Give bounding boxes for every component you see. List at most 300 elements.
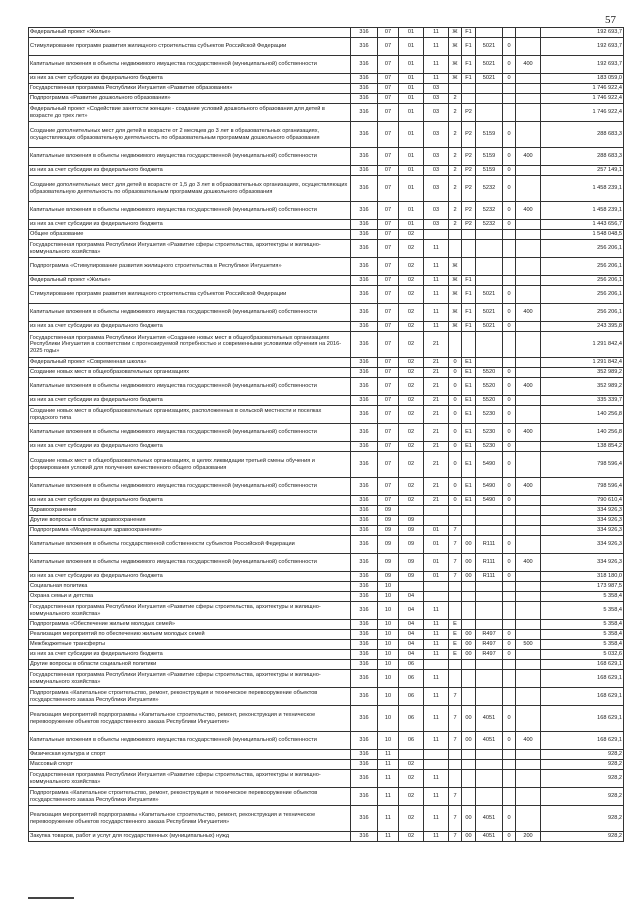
table-row [29, 688, 624, 706]
expense-type-code [516, 358, 541, 368]
ministry-code: 316 [351, 554, 378, 572]
ministry-code: 316 [351, 28, 378, 38]
code-suffix: 0 [503, 148, 516, 166]
row-amount: 1 291 842,4 [541, 358, 624, 368]
row-amount: 183 059,0 [541, 74, 624, 84]
table-row [29, 620, 624, 630]
ministry-code: 316 [351, 806, 378, 832]
ministry-code: 316 [351, 148, 378, 166]
subsection-code: 06 [399, 660, 424, 670]
project-code: P2 [462, 220, 476, 230]
code-suffix: 0 [503, 406, 516, 424]
section-code: 07 [378, 166, 399, 176]
ministry-code: 316 [351, 358, 378, 368]
project-code: 00 [462, 572, 476, 582]
table-row [29, 660, 624, 670]
ministry-code: 316 [351, 84, 378, 94]
row-name: Реализация мероприятий подпрограммы «Капитальное строительство, ремонт, реконструкция и техническое перевооружение объектов государственного заказа Республики Ингушетия» [29, 706, 351, 732]
row-name: Государственная программа Республики Ингушетия «Развитие сферы строительства, архитектуры и жилищно-коммунального хозяйства» [29, 670, 351, 688]
project-code: E1 [462, 406, 476, 424]
subprogram-code: 2 [449, 220, 462, 230]
program-code: 11 [424, 732, 449, 750]
section-code: 09 [378, 516, 399, 526]
subsection-code: 04 [399, 620, 424, 630]
table-row [29, 148, 624, 166]
expense-type-code [516, 788, 541, 806]
project-code: F1 [462, 38, 476, 56]
row-amount: 192 693,7 [541, 56, 624, 74]
project-code: E1 [462, 368, 476, 378]
subsection-code: 09 [399, 572, 424, 582]
project-code [462, 660, 476, 670]
row-amount: 335 339,7 [541, 396, 624, 406]
row-name: из них за счет субсидии из федерального бюджета [29, 442, 351, 452]
table-row [29, 406, 624, 424]
direction-code [476, 592, 503, 602]
direction-code [476, 230, 503, 240]
program-code: 11 [424, 670, 449, 688]
row-name: Охрана семьи и детства [29, 592, 351, 602]
code-suffix [503, 276, 516, 286]
row-name: Государственная программа Республики Ингушетия «Развитие сферы строительства, архитектуры и жилищно-коммунального хозяйства» [29, 240, 351, 258]
code-suffix [503, 592, 516, 602]
section-code: 07 [378, 220, 399, 230]
code-suffix [503, 660, 516, 670]
table-row [29, 770, 624, 788]
row-name: Государственная программа Республики Ингушетия «Создание новых мест в общеобразовательных организациях Республики Ингушетия в соответствии с прогнозируемой потребностью и современными условиями обучения на 2016-2025 годы» [29, 332, 351, 358]
project-code: E1 [462, 452, 476, 478]
scan-edge-mark [28, 897, 74, 899]
code-suffix: 0 [503, 166, 516, 176]
project-code [462, 688, 476, 706]
table-row [29, 166, 624, 176]
section-code: 11 [378, 770, 399, 788]
expense-type-code [516, 760, 541, 770]
table-row [29, 630, 624, 640]
table-row [29, 640, 624, 650]
row-amount: 138 854,2 [541, 442, 624, 452]
subsection-code: 01 [399, 202, 424, 220]
subsection-code: 02 [399, 442, 424, 452]
program-code: 11 [424, 630, 449, 640]
section-code: 09 [378, 506, 399, 516]
table-row [29, 220, 624, 230]
program-code: 03 [424, 202, 449, 220]
expense-type-code: 400 [516, 424, 541, 442]
code-suffix: 0 [503, 286, 516, 304]
project-code: F1 [462, 276, 476, 286]
ministry-code: 316 [351, 732, 378, 750]
subsection-code: 02 [399, 806, 424, 832]
row-name: Подпрограмма «Капитальное строительство, ремонт, реконструкция и техническое перевооружение объектов государственного заказа Республики Ингушетия» [29, 788, 351, 806]
ministry-code: 316 [351, 104, 378, 122]
row-amount: 168 629,1 [541, 660, 624, 670]
direction-code: 5230 [476, 442, 503, 452]
subsection-code: 06 [399, 706, 424, 732]
row-amount: 5 358,4 [541, 602, 624, 620]
row-name: Капитальные вложения в объекты недвижимого имущества государственной (муниципальной) собственности [29, 424, 351, 442]
section-code: 09 [378, 572, 399, 582]
code-suffix: 0 [503, 496, 516, 506]
row-name: Создание новых мест в общеобразовательных организациях [29, 368, 351, 378]
direction-code: 5021 [476, 322, 503, 332]
subprogram-code: Ж [449, 286, 462, 304]
row-name: Стимулирование программ развития жилищного строительства субъектов Российской Федерации [29, 38, 351, 56]
subsection-code: 04 [399, 592, 424, 602]
code-suffix [503, 94, 516, 104]
ministry-code: 316 [351, 496, 378, 506]
table-row [29, 670, 624, 688]
section-code: 07 [378, 322, 399, 332]
program-code: 21 [424, 368, 449, 378]
subprogram-code [449, 660, 462, 670]
subsection-code: 02 [399, 276, 424, 286]
section-code: 07 [378, 368, 399, 378]
subsection-code: 01 [399, 28, 424, 38]
table-row [29, 84, 624, 94]
direction-code: 5232 [476, 202, 503, 220]
expense-type-code [516, 516, 541, 526]
expense-type-code [516, 630, 541, 640]
table-row [29, 122, 624, 148]
subprogram-code [449, 332, 462, 358]
expense-type-code [516, 28, 541, 38]
subprogram-code [449, 592, 462, 602]
program-code: 11 [424, 650, 449, 660]
code-suffix: 0 [503, 424, 516, 442]
table-row [29, 806, 624, 832]
subprogram-code: 7 [449, 832, 462, 842]
direction-code [476, 770, 503, 788]
table-row [29, 750, 624, 760]
row-amount: 334 926,3 [541, 554, 624, 572]
expense-type-code [516, 276, 541, 286]
table-row [29, 706, 624, 732]
program-code: 11 [424, 286, 449, 304]
row-name: Подпрограмма «Капитальное строительство, ремонт, реконструкция и техническое перевооружение объектов государственного заказа Республики Ингушетия» [29, 688, 351, 706]
code-suffix: 0 [503, 832, 516, 842]
section-code: 10 [378, 670, 399, 688]
project-code [462, 620, 476, 630]
expense-type-code [516, 240, 541, 258]
subsection-code: 01 [399, 220, 424, 230]
project-code [462, 258, 476, 276]
program-code [424, 506, 449, 516]
expense-type-code: 200 [516, 832, 541, 842]
project-code [462, 94, 476, 104]
project-code [462, 760, 476, 770]
expense-type-code [516, 406, 541, 424]
table-row [29, 526, 624, 536]
table-row [29, 396, 624, 406]
row-name: Создание дополнительных мест для детей в возрасте от 1,5 до 3 лет в образовательных организациях, осуществляющих образовательную деятельность по образовательным программам дошкольного образования [29, 176, 351, 202]
ministry-code: 316 [351, 770, 378, 788]
expense-type-code [516, 94, 541, 104]
subprogram-code: 2 [449, 104, 462, 122]
project-code [462, 230, 476, 240]
program-code: 21 [424, 442, 449, 452]
subprogram-code [449, 230, 462, 240]
table-row [29, 94, 624, 104]
row-name: из них за счет субсидии из федерального бюджета [29, 220, 351, 230]
expense-type-code [516, 496, 541, 506]
code-suffix [503, 104, 516, 122]
direction-code: 5232 [476, 220, 503, 230]
row-amount: 168 629,1 [541, 732, 624, 750]
row-amount: 1 548 048,5 [541, 230, 624, 240]
ministry-code: 316 [351, 536, 378, 554]
row-name: Другие вопросы в области здравоохранения [29, 516, 351, 526]
program-code: 03 [424, 104, 449, 122]
table-row [29, 452, 624, 478]
program-code [424, 230, 449, 240]
row-name: Федеральный проект «Современная школа» [29, 358, 351, 368]
row-name: Социальная политика [29, 582, 351, 592]
table-row [29, 258, 624, 276]
project-code: P2 [462, 176, 476, 202]
expense-type-code [516, 230, 541, 240]
table-row [29, 358, 624, 368]
code-suffix [503, 258, 516, 276]
row-name: Федеральный проект «Жилье» [29, 276, 351, 286]
table-row [29, 760, 624, 770]
program-code: 21 [424, 496, 449, 506]
ministry-code: 316 [351, 760, 378, 770]
direction-code [476, 660, 503, 670]
direction-code [476, 332, 503, 358]
row-name: Капитальные вложения в объекты недвижимого имущества государственной (муниципальной) собственности [29, 378, 351, 396]
subsection-code [399, 506, 424, 516]
direction-code [476, 760, 503, 770]
section-code: 07 [378, 56, 399, 74]
row-amount: 318 180,0 [541, 572, 624, 582]
section-code: 07 [378, 378, 399, 396]
ministry-code: 316 [351, 332, 378, 358]
subprogram-code [449, 602, 462, 620]
row-name: Подпрограмма «Обеспечение жильем молодых семей» [29, 620, 351, 630]
project-code: E1 [462, 424, 476, 442]
ministry-code: 316 [351, 424, 378, 442]
table-row [29, 378, 624, 396]
direction-code [476, 28, 503, 38]
subsection-code: 02 [399, 240, 424, 258]
subsection-code: 02 [399, 406, 424, 424]
project-code: 00 [462, 536, 476, 554]
row-amount: 334 926,3 [541, 506, 624, 516]
program-code: 21 [424, 424, 449, 442]
subprogram-code: Е [449, 650, 462, 660]
table-row [29, 74, 624, 84]
ministry-code: 316 [351, 670, 378, 688]
expense-type-code [516, 368, 541, 378]
subsection-code: 02 [399, 368, 424, 378]
section-code: 07 [378, 442, 399, 452]
row-amount: 5 358,4 [541, 592, 624, 602]
code-suffix: 0 [503, 478, 516, 496]
project-code: F1 [462, 322, 476, 332]
direction-code: 4051 [476, 832, 503, 842]
table-row [29, 28, 624, 38]
table-row [29, 478, 624, 496]
section-code: 07 [378, 276, 399, 286]
section-code: 07 [378, 122, 399, 148]
row-amount: 257 149,1 [541, 166, 624, 176]
row-name: Государственная программа Республики Ингушетия «Развитие сферы строительства, архитектуры и жилищно-коммунального хозяйства» [29, 770, 351, 788]
subprogram-code: 0 [449, 424, 462, 442]
expense-type-code [516, 602, 541, 620]
ministry-code: 316 [351, 94, 378, 104]
section-code: 07 [378, 452, 399, 478]
ministry-code: 316 [351, 478, 378, 496]
subprogram-code [449, 760, 462, 770]
row-amount: 334 926,3 [541, 536, 624, 554]
section-code: 07 [378, 176, 399, 202]
code-suffix [503, 230, 516, 240]
expense-type-code [516, 176, 541, 202]
ministry-code: 316 [351, 592, 378, 602]
subsection-code [399, 750, 424, 760]
subsection-code: 06 [399, 670, 424, 688]
program-code [424, 750, 449, 760]
project-code: E1 [462, 478, 476, 496]
subprogram-code: 0 [449, 378, 462, 396]
expense-type-code [516, 620, 541, 630]
ministry-code: 316 [351, 706, 378, 732]
subsection-code: 02 [399, 424, 424, 442]
subsection-code: 04 [399, 630, 424, 640]
project-code: F1 [462, 286, 476, 304]
ministry-code: 316 [351, 230, 378, 240]
code-suffix [503, 526, 516, 536]
project-code [462, 84, 476, 94]
row-amount: 256 206,1 [541, 286, 624, 304]
direction-code [476, 582, 503, 592]
row-name: Здравоохранение [29, 506, 351, 516]
section-code: 07 [378, 28, 399, 38]
section-code: 07 [378, 84, 399, 94]
ministry-code: 316 [351, 396, 378, 406]
row-name: Создание новых мест в общеобразовательных организациях, расположенных в сельской местности и поселках городского типа [29, 406, 351, 424]
subprogram-code: Е [449, 630, 462, 640]
row-amount: 168 629,1 [541, 688, 624, 706]
subprogram-code: Ж [449, 28, 462, 38]
row-name: Подпрограмма «Модернизация здравоохранения» [29, 526, 351, 536]
row-name: Государственная программа Республики Ингушетия «Развитие сферы строительства, архитектуры и жилищно-коммунального хозяйства» [29, 602, 351, 620]
row-name: Создание новых мест в общеобразовательных организациях, в целях ликвидации третьей смены обучения и формирования условий для получения качественного общего образования [29, 452, 351, 478]
subsection-code: 02 [399, 396, 424, 406]
row-amount: 5 358,4 [541, 630, 624, 640]
program-code: 01 [424, 554, 449, 572]
subsection-code: 01 [399, 56, 424, 74]
subprogram-code: 7 [449, 572, 462, 582]
expense-type-code [516, 452, 541, 478]
subprogram-code: Ж [449, 276, 462, 286]
table-row [29, 536, 624, 554]
expense-type-code [516, 396, 541, 406]
subsection-code: 06 [399, 732, 424, 750]
table-row [29, 572, 624, 582]
code-suffix: 0 [503, 732, 516, 750]
subsection-code: 02 [399, 332, 424, 358]
subprogram-code [449, 506, 462, 516]
section-code: 11 [378, 750, 399, 760]
subprogram-code [449, 84, 462, 94]
row-name: Капитальные вложения в объекты недвижимого имущества государственной (муниципальной) собственности [29, 478, 351, 496]
table-row [29, 38, 624, 56]
subprogram-code: 0 [449, 496, 462, 506]
program-code [424, 516, 449, 526]
subprogram-code: Ж [449, 56, 462, 74]
subprogram-code: Ж [449, 38, 462, 56]
project-code [462, 582, 476, 592]
ministry-code: 316 [351, 286, 378, 304]
table-row [29, 732, 624, 750]
subprogram-code: 7 [449, 706, 462, 732]
row-amount: 256 206,1 [541, 240, 624, 258]
subprogram-code [449, 670, 462, 688]
project-code [462, 670, 476, 688]
row-amount: 192 693,7 [541, 38, 624, 56]
code-suffix [503, 688, 516, 706]
subsection-code: 01 [399, 94, 424, 104]
subprogram-code: 7 [449, 536, 462, 554]
section-code: 09 [378, 536, 399, 554]
expense-type-code [516, 572, 541, 582]
direction-code [476, 240, 503, 258]
row-amount: 5 032,6 [541, 650, 624, 660]
subprogram-code [449, 750, 462, 760]
subsection-code: 02 [399, 230, 424, 240]
row-name: из них за счет субсидии из федерального бюджета [29, 396, 351, 406]
ministry-code: 316 [351, 276, 378, 286]
document-page [28, 0, 628, 905]
row-amount: 1 458 239,1 [541, 202, 624, 220]
ministry-code: 316 [351, 526, 378, 536]
section-code: 07 [378, 230, 399, 240]
code-suffix [503, 506, 516, 516]
row-amount: 352 989,2 [541, 368, 624, 378]
table-row [29, 788, 624, 806]
subsection-code: 02 [399, 832, 424, 842]
expense-type-code: 400 [516, 478, 541, 496]
subsection-code: 04 [399, 640, 424, 650]
expense-type-code [516, 770, 541, 788]
direction-code: 5230 [476, 424, 503, 442]
table-row [29, 322, 624, 332]
row-name: Общее образование [29, 230, 351, 240]
table-row [29, 286, 624, 304]
subsection-code: 02 [399, 760, 424, 770]
ministry-code: 316 [351, 406, 378, 424]
row-amount: 928,2 [541, 770, 624, 788]
section-code: 11 [378, 832, 399, 842]
program-code: 01 [424, 536, 449, 554]
code-suffix: 0 [503, 442, 516, 452]
table-row [29, 832, 624, 842]
project-code: E1 [462, 358, 476, 368]
expense-type-code [516, 706, 541, 732]
table-row [29, 240, 624, 258]
program-code: 11 [424, 74, 449, 84]
section-code: 07 [378, 258, 399, 276]
program-code: 11 [424, 832, 449, 842]
direction-code [476, 358, 503, 368]
project-code: 00 [462, 706, 476, 732]
row-name: Физическая культура и спорт [29, 750, 351, 760]
expense-type-code [516, 536, 541, 554]
section-code: 10 [378, 706, 399, 732]
ministry-code: 316 [351, 322, 378, 332]
